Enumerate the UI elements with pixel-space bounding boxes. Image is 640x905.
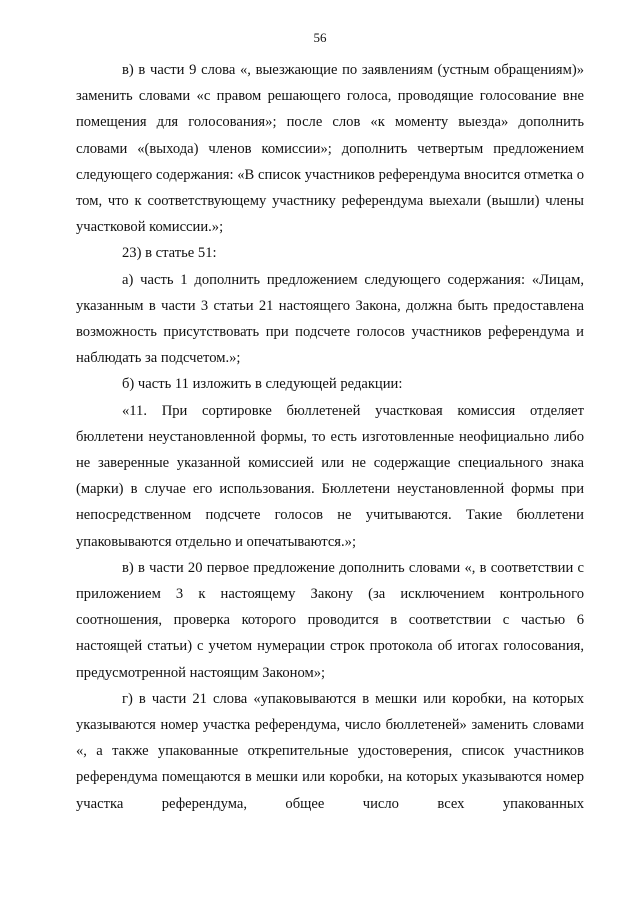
document-body (76, 57, 584, 817)
paragraph-new-part-11-text: «11. При сортировке бюллетеней участковая комиссия отделяет бюллетени неустановленной формы, то есть изготовленные неофициально либо не заверенные указанной комиссией или не содержащие специального знака (марки) в случае его использования. Бюллетени неустановленной формы при непосредственном подсчете голосов не учитываются. Такие бюллетени упаковываются отдельно и опечатываются.»; (76, 402, 584, 550)
paragraph-article-51-heading: 23) в статье 51: (122, 245, 217, 262)
page-number: 56 (313, 30, 327, 45)
paragraph-amend-part-11: б) часть 11 изложить в следующей редакции: (122, 376, 403, 393)
paragraph-amend-part-20: в) в части 20 первое предложение дополнить словами «, в соответствии с приложением 3 к настоящему Закону (за исключением контрольного соотношения, проверка которого проводится в соответствии с частью 6 настоящей статьи) с учетом нумерации строк протокола об итогах голосования, предусмотренной настоящим Законом»; (76, 559, 584, 681)
paragraph-amend-part-9: в) в части 9 слова «, выезжающие по заявлениям (устным обращениям)» заменить словами «с правом решающего голоса, проводящие голосование вне помещения для голосования»; после слов «к моменту выезда» дополнить словами «(выхода) членов комиссии»; дополнить четвертым предложением следующего содержания: «В список участников референдума вносится отметка о том, что к соответствующему участнику референдума выехали (вышли) члены участковой комиссии.»; (76, 62, 584, 236)
paragraph-amend-part-1: а) часть 1 дополнить предложением следующего содержания: «Лицам, указанным в части 3 статьи 21 настоящего Закона, должна быть предоставлена возможность присутствовать при подсчете голосов участников референдума и наблюдать за подсчетом.»; (76, 271, 584, 367)
paragraph-amend-part-21: г) в части 21 слова «упаковываются в мешки или коробки, на которых указываются номер участка референдума, число бюллетеней» заменить словами «, а также упакованные открепительные удостоверения, список участников референдума помещаются в мешки или коробки, на которых указываются номер участка референдума, общее число всех упакованных (76, 690, 584, 812)
